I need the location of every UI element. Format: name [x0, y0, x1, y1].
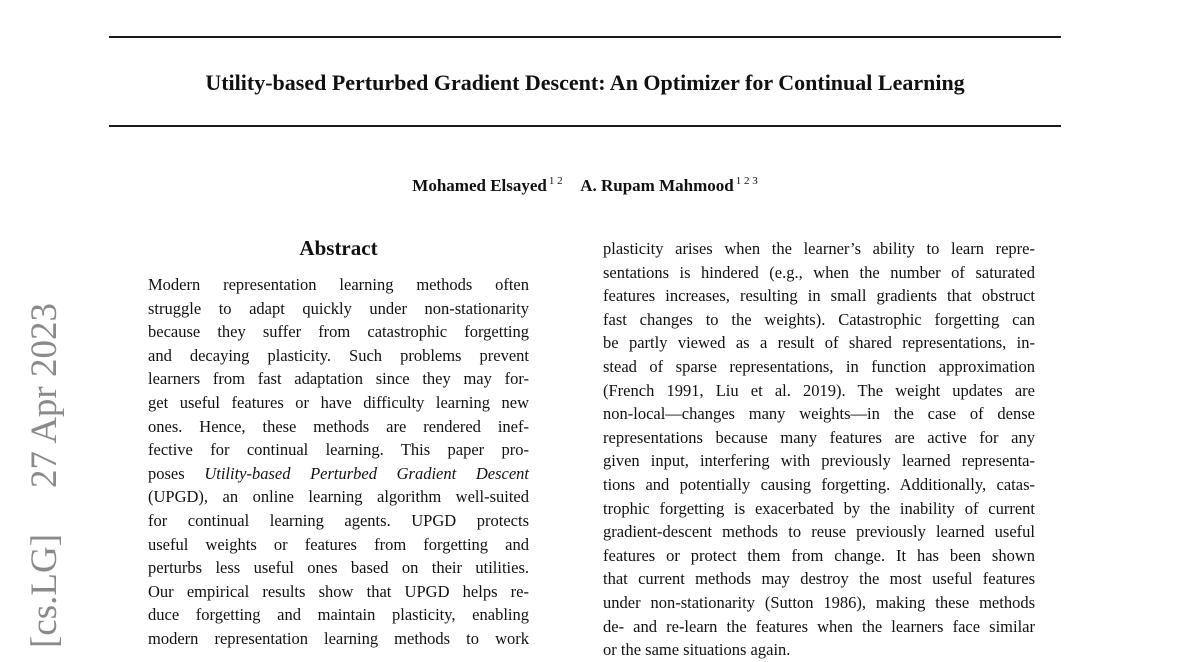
intro-line: tions and potentially causing forgetting. Additionally, catas- [603, 474, 1035, 494]
arxiv-sidebar-stamp [22, 303, 68, 648]
author-affiliation: 1 2 [548, 175, 563, 187]
abstract-line: and decaying plasticity. Such problems prevent [148, 345, 529, 365]
intro-line: given input, interfering with previously learned representa- [603, 451, 1035, 471]
abstract-line: ones. Hence, these methods are rendered inef- [148, 416, 529, 436]
abstract-line: because they suffer from catastrophic forgetting [148, 322, 529, 342]
abstract-body [148, 273, 529, 651]
intro-line: be partly viewed as a result of shared representations, in- [603, 333, 1035, 353]
abstract-heading: Abstract [299, 236, 378, 260]
abstract-line: struggle to adapt quickly under non-stationarity [148, 298, 529, 318]
abstract-line: duce forgetting and maintain plasticity, enabling [148, 605, 529, 625]
abstract-line: fective for continual learning. This paper pro- [148, 440, 529, 460]
title-top-rule [109, 36, 1061, 38]
abstract-line [148, 462, 529, 486]
intro-line: (French 1991, Liu et al. 2019). The weight updates are [603, 380, 1035, 400]
paper-title: Utility-based Perturbed Gradient Descent: An Optimizer for Continual Learning [205, 70, 965, 95]
abstract-line: perturbs less useful ones based on their utilities. [148, 558, 529, 578]
intro-line: stead of sparse representations, in function approximation [603, 356, 1035, 376]
introduction-body [603, 237, 1035, 662]
author-list [109, 169, 1061, 198]
abstract-text: poses [148, 463, 185, 483]
abstract-line: Modern representation learning methods often [148, 275, 529, 294]
abstract-line: modern representation learning methods to work [148, 628, 529, 648]
intro-line: that current methods may destroy the most useful features [603, 569, 1035, 589]
abstract-line: get useful features or have difficulty learning new [148, 392, 529, 412]
abstract-line: Our empirical results show that UPGD helps re- [148, 581, 529, 601]
intro-line: fast changes to the weights). Catastrophic forgetting can [603, 309, 1035, 329]
author-name: Mohamed Elsayed [412, 176, 547, 195]
intro-line: features or protect them from change. It has been shown [603, 545, 1035, 565]
method-name: Utility-based Perturbed Gradient Descent [204, 463, 529, 483]
intro-line: plasticity arises when the learner’s ability to learn repre- [603, 239, 1035, 258]
intro-line: or the same situations again. [603, 640, 791, 660]
intro-line: non-local—changes many weights—in the case of dense [603, 404, 1035, 424]
author-affiliation: 1 2 3 [735, 175, 758, 187]
abstract-line: for continual learning agents. UPGD protects [148, 510, 529, 530]
arxiv-date: 27 Apr 2023 [24, 303, 65, 488]
intro-line: gradient-descent methods to reuse previously learned useful [603, 522, 1035, 542]
intro-line: under non-stationarity (Sutton 1986), making these methods [603, 592, 1035, 612]
author-name: A. Rupam Mahmood [580, 176, 734, 195]
abstract-line: learners from fast adaptation since they may for- [148, 369, 529, 389]
intro-line: de- and re-learn the features when the learners face similar [603, 616, 1035, 636]
abstract-line: useful weights or features from forgetting and [148, 534, 529, 554]
arxiv-category: [cs.LG] [24, 533, 65, 648]
intro-line: sentations is hindered (e.g., when the number of saturated [603, 262, 1035, 282]
intro-line: trophic forgetting is exacerbated by the inability of current [603, 498, 1035, 518]
title-bottom-rule [109, 125, 1061, 127]
intro-line: representations because many features are active for any [603, 427, 1035, 447]
intro-line: features increases, resulting in small gradients that obstruct [603, 286, 1035, 306]
abstract-line: (UPGD), an online learning algorithm well-suited [148, 487, 529, 507]
